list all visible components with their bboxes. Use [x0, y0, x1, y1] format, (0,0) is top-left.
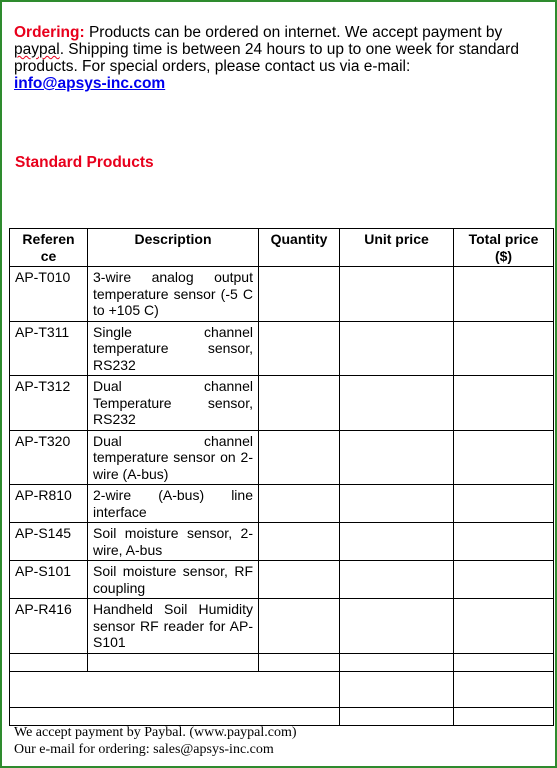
cell-reference: AP-T320 [10, 430, 88, 485]
cell-unit-price [340, 376, 454, 431]
cell-unit-price [340, 561, 454, 599]
empty-cell [454, 653, 554, 671]
cell-quantity[interactable] [259, 376, 340, 431]
table-header-row [10, 229, 554, 267]
cell-unit-price [340, 321, 454, 376]
cell-total-price [454, 561, 554, 599]
header-description: Description [88, 229, 259, 267]
table-row [10, 267, 554, 322]
cell-reference: AP-S101 [10, 561, 88, 599]
empty-cell [340, 653, 454, 671]
cell-reference: AP-R416 [10, 599, 88, 654]
cell-total-price [454, 376, 554, 431]
empty-cell [340, 671, 454, 707]
table-row [10, 561, 554, 599]
cell-total-price [454, 485, 554, 523]
cell-total-price [454, 523, 554, 561]
empty-cell [10, 653, 88, 671]
cell-description: Dual channel Temperature sensor, RS232 [88, 376, 259, 431]
cell-description: 3-wire analog output temperature sensor (-5 C to +105 C) [88, 267, 259, 322]
cell-reference: AP-T010 [10, 267, 88, 322]
cell-quantity[interactable] [259, 485, 340, 523]
ordering-paragraph [14, 24, 544, 92]
empty-merged-cell [10, 707, 340, 725]
table-row [10, 321, 554, 376]
paypal-word: paypal [14, 41, 60, 58]
cell-description: Soil moisture sensor, RF coupling [88, 561, 259, 599]
cell-total-price [454, 430, 554, 485]
cell-quantity[interactable] [259, 321, 340, 376]
empty-cell [454, 671, 554, 707]
empty-merged-cell [10, 671, 340, 707]
cell-quantity[interactable] [259, 523, 340, 561]
ordering-label: Ordering: [14, 24, 85, 41]
cell-description: Dual channel temperature sensor on 2-wire (A-bus) [88, 430, 259, 485]
empty-cell [259, 653, 340, 671]
header-reference: Referen ce [10, 229, 88, 267]
contact-email-link[interactable]: info@apsys-inc.com [14, 75, 166, 92]
empty-cell [88, 653, 259, 671]
cell-unit-price [340, 523, 454, 561]
cell-quantity[interactable] [259, 561, 340, 599]
cell-quantity[interactable] [259, 430, 340, 485]
cell-total-price [454, 267, 554, 322]
table-row [10, 430, 554, 485]
cell-description: 2-wire (A-bus) line interface [88, 485, 259, 523]
cell-quantity[interactable] [259, 267, 340, 322]
cell-reference: AP-T312 [10, 376, 88, 431]
cell-quantity[interactable] [259, 599, 340, 654]
cell-total-price [454, 599, 554, 654]
footer-notes [14, 724, 297, 758]
empty-cell [340, 707, 454, 725]
empty-cell [454, 707, 554, 725]
cell-description: Soil moisture sensor, 2-wire, A-bus [88, 523, 259, 561]
cell-unit-price [340, 599, 454, 654]
cell-unit-price [340, 267, 454, 322]
cell-description: Single channel temperature sensor, RS232 [88, 321, 259, 376]
cell-unit-price [340, 485, 454, 523]
header-quantity: Quantity [259, 229, 340, 267]
cell-reference: AP-T311 [10, 321, 88, 376]
table-row [10, 523, 554, 561]
ordering-text-part1: Products can be ordered on internet. We accept payment by [88, 24, 503, 41]
cell-reference: AP-S145 [10, 523, 88, 561]
empty-summary-row [10, 707, 554, 725]
ordering-text-part2: . Shipping time is between 24 hours to up to one week for standard products. For special orders, please contact us via e-mail: [14, 41, 519, 75]
cell-unit-price [340, 430, 454, 485]
table-row [10, 485, 554, 523]
cell-total-price [454, 321, 554, 376]
empty-table-row [10, 653, 554, 671]
products-table [9, 228, 554, 726]
footer-payment-line: We accept payment by Paybal. (www.paypal.com) [14, 725, 297, 740]
table-row [10, 599, 554, 654]
table-row [10, 376, 554, 431]
cell-description: Handheld Soil Humidity sensor RF reader for AP-S101 [88, 599, 259, 654]
section-title: Standard Products [15, 154, 154, 171]
cell-reference: AP-R810 [10, 485, 88, 523]
footer-email-line: Our e-mail for ordering: sales@apsys-inc.com [14, 742, 274, 757]
header-unit-price: Unit price [340, 229, 454, 267]
empty-summary-row [10, 671, 554, 707]
header-total-price: Total price ($) [454, 229, 554, 267]
